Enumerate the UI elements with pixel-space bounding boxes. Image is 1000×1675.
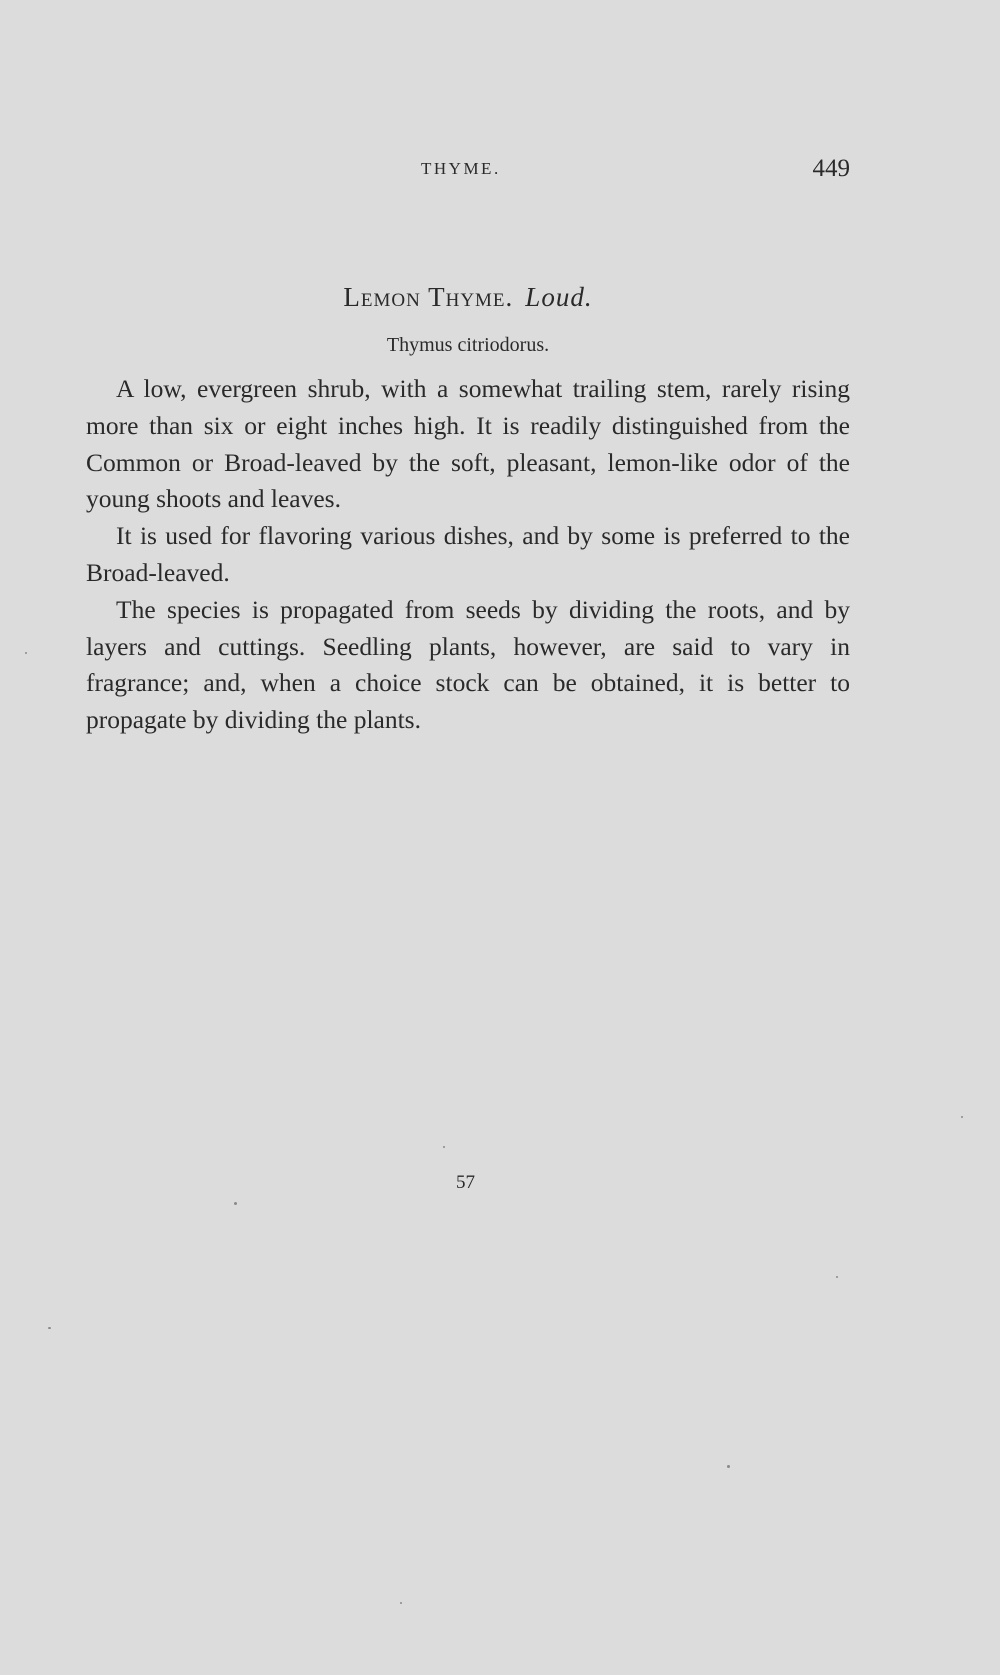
latin-name: Thymus citriodorus.	[386, 334, 550, 356]
running-head	[86, 155, 850, 191]
paragraph: The species is propagated from seeds by dividing the roots, and by layers and cuttings. Seedling plants, however, are said to vary in fragrance; and, when a choice stock can be obtained, it is better to propagate by dividing the plants.	[86, 594, 850, 735]
running-title: THYME.	[421, 159, 501, 178]
paragraph: It is used for flavoring various dishes, and by some is preferred to the Broad-leaved.	[86, 521, 850, 587]
scan-speck	[836, 1276, 838, 1278]
body-text	[86, 371, 850, 739]
scan-speck	[25, 652, 27, 654]
scan-speck	[48, 1327, 51, 1329]
scan-speck	[727, 1465, 730, 1468]
article-title: Lemon Thyme.	[343, 282, 514, 312]
scan-speck	[400, 1602, 402, 1604]
paragraph: A low, evergreen shrub, with a somewhat trailing stem, rarely rising more than six or eight inches high. It is readily distinguished from the Common or Broad-leaved by the soft, pleasant, lemon-like odor of the young shoots and leaves.	[86, 374, 850, 514]
page-number: 449	[812, 155, 850, 182]
scan-speck	[443, 1146, 445, 1148]
scan-speck	[961, 1116, 963, 1118]
article-heading	[86, 282, 850, 313]
scan-speck	[234, 1202, 237, 1205]
article-authority: Loud.	[525, 282, 593, 312]
signature-mark: 57	[456, 1172, 475, 1193]
